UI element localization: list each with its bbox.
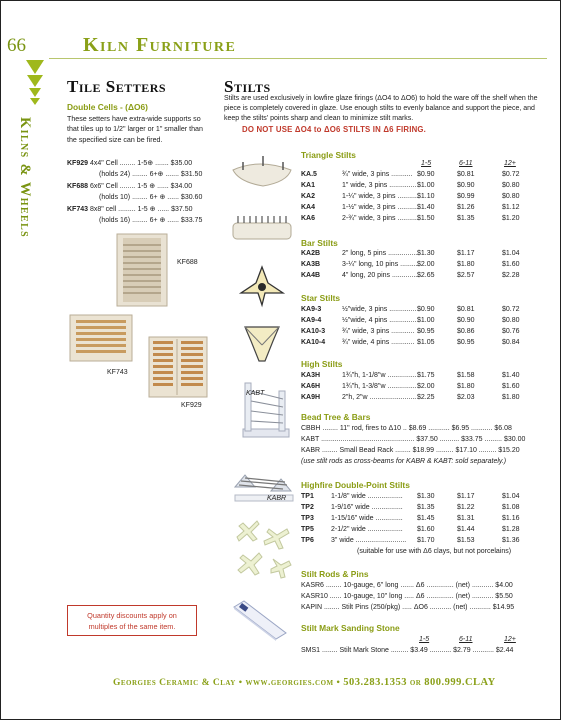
row-desc: 2" long, 5 pins ............... xyxy=(342,250,418,257)
row-desc: 1¾"h, 1-1/8"w ............... xyxy=(342,372,417,379)
bar-stilts-heading: Bar Stilts xyxy=(301,238,338,248)
price-row: KA6H xyxy=(301,383,321,390)
title-rule xyxy=(49,58,547,59)
price-6-11: $2.03 xyxy=(457,394,475,401)
price-12: $1.60 xyxy=(502,261,520,268)
price-row: TP3 xyxy=(301,515,314,522)
high-stilt-photo xyxy=(239,321,285,365)
price-6-11: $0.95 xyxy=(457,339,475,346)
price-12: $1.36 xyxy=(502,537,520,544)
row-desc: 1" wide, 3 pins .............. xyxy=(342,182,417,189)
price-12: $0.80 xyxy=(502,317,520,324)
row-desc: 1-½" wide, 3 pins ........... xyxy=(342,204,419,211)
page-number: 66 xyxy=(7,35,26,56)
sanding-row: SMS1 ........ Stilt Mark Stone ......... $3.49 ........... $2.79 ........... $2.44 xyxy=(301,647,514,654)
col-head: 1-5 xyxy=(419,636,430,643)
page-title: Kiln Furniture xyxy=(83,34,237,56)
price-6-11: $0.81 xyxy=(457,306,475,313)
price-12: $0.76 xyxy=(502,328,520,335)
bead-rack-photo xyxy=(231,469,297,505)
highfire-note: (suitable for use with Δ6 clays, but not porcelains) xyxy=(357,548,512,555)
price-12: $1.12 xyxy=(502,204,520,211)
bead-row: CBBH ........ 11" rod, fires to Δ10 .. $8.69 ........... $6.95 ........... $6.08 xyxy=(301,425,512,432)
row-desc: ¾" wide, 3 pins ........... xyxy=(342,171,413,178)
price-6-11: $0.86 xyxy=(457,328,475,335)
sanding-stone-heading: Stilt Mark Sanding Stone xyxy=(301,623,400,633)
row-desc: 3" wide .......................... xyxy=(331,537,407,544)
price-6-11: $1.35 xyxy=(457,215,475,222)
price-1-5: $1.05 xyxy=(417,339,435,346)
row-desc: 1-¼" wide, 3 pins ........... xyxy=(342,193,419,200)
rods-row: KASR10 ...... 10-gauge, 10" long ..... Δ6 .............. (net) ........... $5.50 xyxy=(301,593,513,600)
footer-phone: 503.283.1353 xyxy=(343,677,407,688)
kabt-label: KABT xyxy=(246,390,265,397)
col-head: 1-5 xyxy=(421,160,432,167)
price-row: KA3B xyxy=(301,261,321,268)
bead-tree-photo xyxy=(237,377,295,441)
triangle-stilt-photo xyxy=(229,152,295,192)
triangle-icon xyxy=(26,60,44,74)
price-1-5: $1.10 xyxy=(417,193,435,200)
tile-row: (holds 16) ........ 6+ ⊕ ...... $33.75 xyxy=(99,217,203,224)
price-1-5: $0.90 xyxy=(417,171,435,178)
row-desc: 1¾"h, 1-3/8"w ............... xyxy=(342,383,417,390)
price-12: $1.20 xyxy=(502,215,520,222)
price-6-11: $0.90 xyxy=(457,182,475,189)
row-desc: 1-9/16" wide ................ xyxy=(331,504,403,511)
price-row: KA2 xyxy=(301,193,316,200)
quantity-note-line: multiples of the same item. xyxy=(88,622,176,631)
price-6-11: $1.31 xyxy=(457,515,475,522)
price-row: KA.5 xyxy=(301,171,317,178)
price-row: KA3H xyxy=(301,372,321,379)
price-row: KA1 xyxy=(301,182,316,189)
price-12: $1.80 xyxy=(502,394,520,401)
footer-company: Georgies Ceramic & Clay xyxy=(113,678,236,688)
price-row: KA10-3 xyxy=(301,328,326,335)
col-head: 12+ xyxy=(504,636,516,643)
price-1-5: $1.75 xyxy=(417,372,435,379)
price-row: KA9-3 xyxy=(301,306,322,313)
price-1-5: $1.00 xyxy=(417,182,435,189)
triangle-stilts-heading: Triangle Stilts xyxy=(301,150,356,160)
price-row: KA9H xyxy=(301,394,321,401)
footer-or: or xyxy=(409,678,422,688)
price-12: $1.04 xyxy=(502,250,520,257)
stilts-description: Stilts are used exclusively in lowfire glaze firings (ΔO4 to ΔO6) to hold the ware off the shelf when the piece is completely covered in glaze. Use enough stilts to evenly balance and support the piece, and keep the stilts' points sharp and clean to minimize stilt marks. xyxy=(224,95,538,122)
price-12: $1.40 xyxy=(502,372,520,379)
row-desc: ¾" wide, 3 pins ............ xyxy=(342,328,415,335)
price-1-5: $0.90 xyxy=(417,306,435,313)
rods-pins-heading: Stilt Rods & Pins xyxy=(301,569,369,579)
price-6-11: $1.80 xyxy=(457,383,475,390)
price-row: KA2B xyxy=(301,250,321,257)
stilts-warning: DO NOT USE ΔO4 to ΔO6 STILTS IN Δ6 FIRING. xyxy=(242,125,427,134)
price-1-5: $1.30 xyxy=(417,493,435,500)
high-stilts-heading: High Stilts xyxy=(301,359,343,369)
price-12: $2.28 xyxy=(502,272,520,279)
price-1-5: $1.30 xyxy=(417,250,435,257)
price-12: $1.04 xyxy=(502,493,520,500)
kf688-label: KF688 xyxy=(177,259,198,266)
stilts-heading: Stilts xyxy=(224,77,271,96)
price-row: KA6 xyxy=(301,215,316,222)
kf743-photo xyxy=(68,313,136,365)
price-row: TP2 xyxy=(301,504,314,511)
footer-tollfree: 800.999.CLAY xyxy=(424,677,496,688)
price-row: TP1 xyxy=(301,493,314,500)
price-12: $0.72 xyxy=(502,306,520,313)
star-stilt-photo xyxy=(237,263,287,309)
price-1-5: $2.65 xyxy=(417,272,435,279)
price-6-11: $0.90 xyxy=(457,317,475,324)
row-desc: 2-1/2" wide .................. xyxy=(331,526,403,533)
price-1-5: $1.00 xyxy=(417,317,435,324)
row-desc: ¾" wide, 4 pins ............ xyxy=(342,339,415,346)
price-1-5: $2.00 xyxy=(417,261,435,268)
price-12: $1.08 xyxy=(502,504,520,511)
bar-stilt-photo xyxy=(231,213,293,243)
quantity-discount-note xyxy=(67,605,197,636)
price-6-11: $1.22 xyxy=(457,504,475,511)
price-6-11: $1.17 xyxy=(457,493,475,500)
kf743-label: KF743 xyxy=(107,369,128,376)
tile-row: (holds 24) ........ 6+⊕ ....... $31.50 xyxy=(99,171,203,178)
footer xyxy=(113,677,543,688)
bead-note: (use stilt rods as cross-beams for KABR & KABT: sold separately.) xyxy=(301,458,507,465)
price-12: $0.84 xyxy=(502,339,520,346)
price-6-11: $1.53 xyxy=(457,537,475,544)
triangle-column xyxy=(28,60,42,106)
rods-row: KASR6 ........ 10-gauge, 6" long ....... Δ6 .............. (net) ........... $4.00 xyxy=(301,582,513,589)
row-desc: 4" long, 20 pins .............. xyxy=(342,272,420,279)
price-12: $1.16 xyxy=(502,515,520,522)
side-section-label: Kilns & Wheels xyxy=(17,117,33,239)
price-6-11: $0.99 xyxy=(457,193,475,200)
col-head: 12+ xyxy=(504,160,516,167)
tile-setters-description: These setters have extra-wide supports so that tiles up to 1/2" larger or 1" smaller than the specified size can be fired. xyxy=(67,115,203,144)
price-12: $0.80 xyxy=(502,182,520,189)
row-desc: 1-15/16" wide .............. xyxy=(331,515,403,522)
footer-bullet: • xyxy=(238,678,246,688)
kf929-label: KF929 xyxy=(181,402,202,409)
price-row: TP5 xyxy=(301,526,314,533)
price-12: $1.60 xyxy=(502,383,520,390)
triangle-icon xyxy=(29,88,41,97)
price-row: TP6 xyxy=(301,537,314,544)
price-row: KA4 xyxy=(301,204,316,211)
row-desc: 3-¼" long, 10 pins ......... xyxy=(342,261,418,268)
bead-tree-heading: Bead Tree & Bars xyxy=(301,412,371,422)
triangle-icon xyxy=(27,75,43,87)
price-1-5: $1.35 xyxy=(417,504,435,511)
footer-website[interactable]: www.georgies.com xyxy=(245,678,334,688)
col-head: 6-11 xyxy=(459,636,473,643)
bead-row: KABR ........ Small Bead Rack ........ $18.99 ......... $17.10 ......... $15.20 xyxy=(301,447,520,454)
tile-row: KF929 4x4" Cell ........ 1-5⊕ ....... $35.00 xyxy=(67,160,193,167)
price-6-11: $1.26 xyxy=(457,204,475,211)
kf929-photo xyxy=(147,335,211,401)
price-12: $0.80 xyxy=(502,193,520,200)
price-1-5: $1.40 xyxy=(417,204,435,211)
sanding-stone-photo xyxy=(230,597,290,643)
price-6-11: $2.57 xyxy=(457,272,475,279)
price-1-5: $0.95 xyxy=(417,328,435,335)
rods-row: KAPIN ........ Stilt Pins (250/pkg) ..... ΔO6 ........... (net) ........... $14.95 xyxy=(301,604,515,611)
price-6-11: $1.17 xyxy=(457,250,475,257)
price-row: KA9-4 xyxy=(301,317,322,324)
price-1-5: $1.70 xyxy=(417,537,435,544)
price-6-11: $1.44 xyxy=(457,526,475,533)
tile-row: KF688 6x6" Cell ........ 1-5 ⊕ ...... $34.00 xyxy=(67,183,193,190)
double-cells-subheading: Double Cells - (ΔO6) xyxy=(67,102,148,112)
col-head: 6-11 xyxy=(459,160,473,167)
price-12: $1.28 xyxy=(502,526,520,533)
tile-row: KF743 8x8" cell ......... 1-5 ⊕ ...... $37.50 xyxy=(67,206,193,213)
price-1-5: $1.45 xyxy=(417,515,435,522)
row-desc: 2-¾" wide, 3 pins ........... xyxy=(342,215,419,222)
triangle-icon xyxy=(30,98,40,105)
price-6-11: $0.81 xyxy=(457,171,475,178)
row-desc: 2"h, 2"w ........................ xyxy=(342,394,417,401)
row-desc: ½"wide, 4 pins .............. xyxy=(342,317,417,324)
row-desc: 1-1/8" wide .................. xyxy=(331,493,403,500)
kf688-photo xyxy=(115,232,171,310)
quantity-note-line: Quantity discounts apply on xyxy=(87,611,177,620)
tile-setters-heading: Tile Setters xyxy=(67,77,167,96)
price-6-11: $1.58 xyxy=(457,372,475,379)
price-6-11: $1.80 xyxy=(457,261,475,268)
price-1-5: $1.60 xyxy=(417,526,435,533)
bead-row: KABT ................................................ $37.50 .......... $33.75 ......... $30.00 xyxy=(301,436,526,443)
star-stilts-heading: Star Stilts xyxy=(301,293,341,303)
price-12: $0.72 xyxy=(502,171,520,178)
price-row: KA4B xyxy=(301,272,321,279)
tile-row: (holds 10) ........ 6+ ⊕ ...... $30.60 xyxy=(99,194,203,201)
price-1-5: $2.25 xyxy=(417,394,435,401)
footer-bullet: • xyxy=(336,678,344,688)
double-point-stilts-photo xyxy=(229,515,301,583)
price-row: KA10-4 xyxy=(301,339,326,346)
highfire-heading: Highfire Double-Point Stilts xyxy=(301,480,410,490)
price-1-5: $2.00 xyxy=(417,383,435,390)
row-desc: ½"wide, 3 pins .............. xyxy=(342,306,417,313)
price-1-5: $1.50 xyxy=(417,215,435,222)
kabr-label: KABR xyxy=(267,495,287,502)
